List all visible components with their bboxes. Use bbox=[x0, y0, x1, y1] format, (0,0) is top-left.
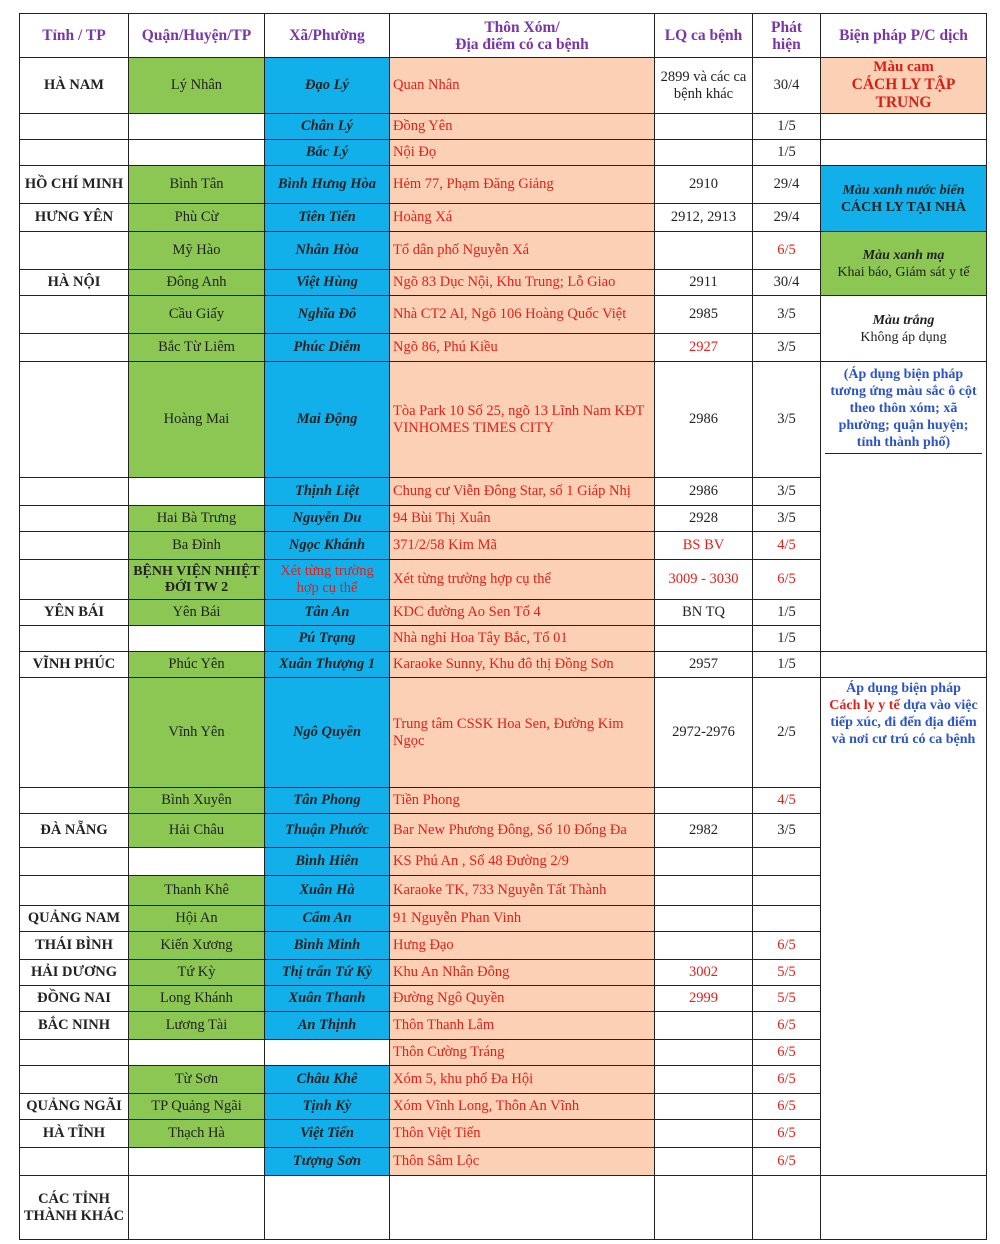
cell-lq bbox=[655, 1120, 753, 1148]
cell-phat-hien: 6/5 bbox=[753, 1094, 821, 1120]
legend-note-isolation-pre: Áp dụng biện pháp bbox=[846, 681, 961, 696]
cell-lq bbox=[655, 848, 753, 876]
cell-lq bbox=[655, 140, 753, 166]
cell-dia-diem: Trung tâm CSSK Hoa Sen, Đường Kim Ngọc bbox=[390, 678, 655, 788]
cell-phat-hien: 1/5 bbox=[753, 652, 821, 678]
cell-phat-hien bbox=[753, 848, 821, 876]
cell-quan: Mỹ Hào bbox=[129, 232, 265, 270]
legend-white bbox=[821, 296, 987, 362]
header-xa: Xã/Phường bbox=[265, 14, 390, 58]
cell-phat-hien: 6/5 bbox=[753, 1012, 821, 1040]
legend-green-desc: Khai báo, Giám sát y tế bbox=[837, 264, 970, 280]
cell-lq bbox=[655, 1148, 753, 1176]
cell-dia-diem: 371/2/58 Kim Mã bbox=[390, 532, 655, 560]
cell-tinh: HƯNG YÊN bbox=[20, 204, 129, 232]
cell-phat-hien: 6/5 bbox=[753, 560, 821, 600]
cell-quan: Đông Anh bbox=[129, 270, 265, 296]
cell-phat-hien: 6/5 bbox=[753, 932, 821, 960]
cell-xa: Việt Hùng bbox=[265, 270, 390, 296]
cell-lq: 2999 bbox=[655, 986, 753, 1012]
cell-quan: Hoàng Mai bbox=[129, 362, 265, 478]
cell-lq bbox=[655, 626, 753, 652]
header-lq: LQ ca bệnh bbox=[655, 14, 753, 58]
legend-green bbox=[821, 232, 987, 296]
cell-lq bbox=[655, 932, 753, 960]
cell-phat-hien: 1/5 bbox=[753, 114, 821, 140]
legend-empty-cell bbox=[821, 140, 987, 166]
table-row bbox=[20, 166, 987, 204]
cell-dia-diem: Ngõ 86, Phú Kiều bbox=[390, 334, 655, 362]
cell-phat-hien: 5/5 bbox=[753, 986, 821, 1012]
cell-tinh: YÊN BÁI bbox=[20, 600, 129, 626]
cell-xa: Ngô Quyền bbox=[265, 678, 390, 788]
cell-tinh bbox=[20, 1066, 129, 1094]
cell-tinh bbox=[20, 114, 129, 140]
legend-note-isolation bbox=[821, 678, 987, 1176]
cell-xa: Nghĩa Đô bbox=[265, 296, 390, 334]
cell-lq bbox=[655, 1176, 753, 1240]
cell-dia-diem: Nội Đọ bbox=[390, 140, 655, 166]
table-row bbox=[20, 652, 987, 678]
cell-quan: Ba Đình bbox=[129, 532, 265, 560]
cell-dia-diem: Khu An Nhân Đông bbox=[390, 960, 655, 986]
cell-lq: BN TQ bbox=[655, 600, 753, 626]
cell-xa: An Thịnh bbox=[265, 1012, 390, 1040]
cell-dia-diem: Xóm Vĩnh Long, Thôn An Vĩnh bbox=[390, 1094, 655, 1120]
cell-tinh bbox=[20, 560, 129, 600]
cell-lq bbox=[655, 906, 753, 932]
cell-xa: Nhân Hòa bbox=[265, 232, 390, 270]
cell-quan bbox=[129, 478, 265, 506]
cell-xa: Xuân Thanh bbox=[265, 986, 390, 1012]
cell-quan: Thạch Hà bbox=[129, 1120, 265, 1148]
cell-phat-hien: 1/5 bbox=[753, 600, 821, 626]
legend-empty-cell bbox=[821, 652, 987, 678]
cell-xa: Xét từng trường hợp cụ thể bbox=[265, 560, 390, 600]
cell-tinh bbox=[20, 296, 129, 334]
cell-phat-hien: 29/4 bbox=[753, 204, 821, 232]
header-phat-hien bbox=[753, 14, 821, 58]
cell-quan: Bắc Từ Liêm bbox=[129, 334, 265, 362]
cell-tinh bbox=[20, 1040, 129, 1066]
cell-quan bbox=[129, 1148, 265, 1176]
header-row bbox=[20, 14, 987, 58]
legend-blue-title: Màu xanh nước biển bbox=[842, 182, 965, 198]
cell-tinh: CÁC TỈNH THÀNH KHÁC bbox=[20, 1176, 129, 1240]
cell-lq: 2985 bbox=[655, 296, 753, 334]
cell-xa: Nguyễn Du bbox=[265, 506, 390, 532]
cell-tinh bbox=[20, 334, 129, 362]
cell-dia-diem: Hẻm 77, Phạm Đăng Giảng bbox=[390, 166, 655, 204]
legend-note-color-text: (Áp dụng biện pháp tương ứng màu sắc ô cột theo thôn xóm; xã phường; quận huyện; tỉnh thành phố) bbox=[825, 366, 982, 454]
cell-dia-diem bbox=[390, 1176, 655, 1240]
cell-quan: Cầu Giấy bbox=[129, 296, 265, 334]
cell-tinh bbox=[20, 678, 129, 788]
cell-quan: TP Quảng Ngãi bbox=[129, 1094, 265, 1120]
cell-tinh bbox=[20, 532, 129, 560]
cell-phat-hien: 6/5 bbox=[753, 1066, 821, 1094]
cell-dia-diem: Tiền Phong bbox=[390, 788, 655, 814]
cell-tinh bbox=[20, 1148, 129, 1176]
cell-tinh bbox=[20, 362, 129, 478]
cell-quan: Bình Xuyên bbox=[129, 788, 265, 814]
header-dia-diem bbox=[390, 14, 655, 58]
cell-xa: Ngọc Khánh bbox=[265, 532, 390, 560]
cell-quan: Thanh Khê bbox=[129, 876, 265, 906]
cell-quan: Vĩnh Yên bbox=[129, 678, 265, 788]
cell-xa: Thuận Phước bbox=[265, 814, 390, 848]
cell-phat-hien: 29/4 bbox=[753, 166, 821, 204]
cell-xa: Chân Lý bbox=[265, 114, 390, 140]
header-dia-diem-line1: Thôn Xóm/ bbox=[484, 18, 560, 36]
cell-xa: Thịnh Liệt bbox=[265, 478, 390, 506]
cell-lq: 2911 bbox=[655, 270, 753, 296]
cell-lq: 3009 - 3030 bbox=[655, 560, 753, 600]
cell-lq bbox=[655, 1012, 753, 1040]
cell-phat-hien: 3/5 bbox=[753, 814, 821, 848]
cell-tinh bbox=[20, 506, 129, 532]
cell-xa: Tân An bbox=[265, 600, 390, 626]
table-row bbox=[20, 678, 987, 788]
cell-xa: Phúc Diễm bbox=[265, 334, 390, 362]
cell-quan: Lương Tài bbox=[129, 1012, 265, 1040]
cell-quan: Từ Sơn bbox=[129, 1066, 265, 1094]
cell-phat-hien: 30/4 bbox=[753, 58, 821, 114]
cell-dia-diem: Nhà nghỉ Hoa Tây Bắc, Tổ 01 bbox=[390, 626, 655, 652]
cell-xa: Xuân Hà bbox=[265, 876, 390, 906]
cell-lq: 3002 bbox=[655, 960, 753, 986]
header-quan: Quận/Huyện/TP bbox=[129, 14, 265, 58]
header-dia-diem-line2: Địa điểm có ca bệnh bbox=[455, 35, 589, 53]
cell-lq: 2982 bbox=[655, 814, 753, 848]
header-bien-phap: Biện pháp P/C dịch bbox=[821, 14, 987, 58]
cell-lq bbox=[655, 788, 753, 814]
cell-tinh bbox=[20, 140, 129, 166]
cell-xa: Việt Tiến bbox=[265, 1120, 390, 1148]
cell-quan bbox=[129, 140, 265, 166]
cell-xa: Bình Minh bbox=[265, 932, 390, 960]
legend-orange-title: Màu cam bbox=[873, 59, 934, 75]
cell-lq: 2912, 2913 bbox=[655, 204, 753, 232]
cell-xa: Châu Khê bbox=[265, 1066, 390, 1094]
table-row bbox=[20, 1176, 987, 1240]
cell-xa: Xuân Thượng 1 bbox=[265, 652, 390, 678]
cell-quan bbox=[129, 1040, 265, 1066]
cell-dia-diem: Tổ dân phố Nguyễn Xá bbox=[390, 232, 655, 270]
cell-dia-diem: Chung cư Viễn Đông Star, số 1 Giáp Nhị bbox=[390, 478, 655, 506]
legend-note-isolation-post: dựa vào việc tiếp xúc, đi đến địa điểm và nơi cư trú có ca bệnh bbox=[830, 698, 978, 747]
cell-dia-diem: Hoàng Xá bbox=[390, 204, 655, 232]
cell-tinh: HÀ NAM bbox=[20, 58, 129, 114]
cell-tinh: VĨNH PHÚC bbox=[20, 652, 129, 678]
cell-lq: 2910 bbox=[655, 166, 753, 204]
cell-phat-hien: 5/5 bbox=[753, 960, 821, 986]
cell-xa: Mai Động bbox=[265, 362, 390, 478]
cell-tinh bbox=[20, 788, 129, 814]
cell-quan: Hải Châu bbox=[129, 814, 265, 848]
cell-phat-hien: 3/5 bbox=[753, 478, 821, 506]
cell-tinh: ĐÀ NẴNG bbox=[20, 814, 129, 848]
cell-dia-diem: Thôn Sâm Lộc bbox=[390, 1148, 655, 1176]
cell-dia-diem: Xét từng trường hợp cụ thể bbox=[390, 560, 655, 600]
cell-dia-diem: Đồng Yên bbox=[390, 114, 655, 140]
legend-empty-cell bbox=[821, 1176, 987, 1240]
legend-green-title: Màu xanh mạ bbox=[862, 247, 945, 263]
cell-dia-diem: Hưng Đạo bbox=[390, 932, 655, 960]
cell-tinh: QUẢNG NGÃI bbox=[20, 1094, 129, 1120]
cell-dia-diem: KDC đường Ao Sen Tổ 4 bbox=[390, 600, 655, 626]
cell-tinh: QUẢNG NAM bbox=[20, 906, 129, 932]
cell-phat-hien: 3/5 bbox=[753, 506, 821, 532]
table-row bbox=[20, 58, 987, 114]
cell-quan: Phúc Yên bbox=[129, 652, 265, 678]
cell-lq bbox=[655, 114, 753, 140]
cell-dia-diem: Quan Nhân bbox=[390, 58, 655, 114]
cell-phat-hien bbox=[753, 1176, 821, 1240]
cell-dia-diem: Nhà CT2 Al, Ngõ 106 Hoàng Quốc Việt bbox=[390, 296, 655, 334]
cell-lq: BS BV bbox=[655, 532, 753, 560]
cell-xa: Bắc Lý bbox=[265, 140, 390, 166]
cell-xa: Pú Trạng bbox=[265, 626, 390, 652]
cell-dia-diem: Thôn Thanh Lâm bbox=[390, 1012, 655, 1040]
cell-lq bbox=[655, 232, 753, 270]
cell-tinh bbox=[20, 876, 129, 906]
cell-tinh: THÁI BÌNH bbox=[20, 932, 129, 960]
cell-quan: Bình Tân bbox=[129, 166, 265, 204]
cell-xa: Tiên Tiến bbox=[265, 204, 390, 232]
cell-lq bbox=[655, 1040, 753, 1066]
cell-dia-diem: Karaoke TK, 733 Nguyễn Tất Thành bbox=[390, 876, 655, 906]
cell-tinh bbox=[20, 478, 129, 506]
cell-phat-hien: 6/5 bbox=[753, 1120, 821, 1148]
cell-xa: Thị trấn Tứ Kỳ bbox=[265, 960, 390, 986]
cell-tinh bbox=[20, 848, 129, 876]
cell-lq: 2986 bbox=[655, 478, 753, 506]
legend-empty-cell bbox=[821, 114, 987, 140]
cell-lq: 2927 bbox=[655, 334, 753, 362]
cell-phat-hien: 3/5 bbox=[753, 334, 821, 362]
cell-lq bbox=[655, 876, 753, 906]
cell-quan bbox=[129, 626, 265, 652]
cell-xa bbox=[265, 1176, 390, 1240]
cell-quan: Hội An bbox=[129, 906, 265, 932]
legend-blue bbox=[821, 166, 987, 232]
header-phat-hien-line1: Phát bbox=[771, 18, 802, 36]
cell-phat-hien: 6/5 bbox=[753, 1148, 821, 1176]
cell-quan: Yên Bái bbox=[129, 600, 265, 626]
cell-phat-hien: 4/5 bbox=[753, 788, 821, 814]
cell-dia-diem: Đường Ngô Quyền bbox=[390, 986, 655, 1012]
cell-lq: 2972-2976 bbox=[655, 678, 753, 788]
cell-quan: Phù Cừ bbox=[129, 204, 265, 232]
cell-quan: Long Khánh bbox=[129, 986, 265, 1012]
legend-white-desc: Không áp dụng bbox=[860, 329, 947, 345]
table-row bbox=[20, 362, 987, 478]
cell-lq: 2957 bbox=[655, 652, 753, 678]
cell-xa bbox=[265, 1040, 390, 1066]
cell-phat-hien bbox=[753, 876, 821, 906]
legend-note-color bbox=[821, 362, 987, 652]
outbreak-table bbox=[19, 13, 987, 1240]
cell-quan bbox=[129, 1176, 265, 1240]
cell-dia-diem: 91 Nguyễn Phan Vinh bbox=[390, 906, 655, 932]
table-row bbox=[20, 140, 987, 166]
cell-quan: Lý Nhân bbox=[129, 58, 265, 114]
header-phat-hien-line2: hiện bbox=[772, 35, 801, 53]
cell-quan: Tứ Kỳ bbox=[129, 960, 265, 986]
cell-quan: Hai Bà Trưng bbox=[129, 506, 265, 532]
cell-phat-hien: 1/5 bbox=[753, 140, 821, 166]
cell-xa: Tân Phong bbox=[265, 788, 390, 814]
cell-phat-hien: 4/5 bbox=[753, 532, 821, 560]
cell-quan bbox=[129, 114, 265, 140]
legend-white-title: Màu trắng bbox=[872, 312, 935, 328]
cell-xa: Đạo Lý bbox=[265, 58, 390, 114]
legend-orange-desc: CÁCH LY TẬP TRUNG bbox=[851, 76, 956, 111]
legend-note-isolation-highlight: Cách ly y tế bbox=[829, 698, 900, 713]
cell-tinh: HỒ CHÍ MINH bbox=[20, 166, 129, 204]
cell-phat-hien: 3/5 bbox=[753, 296, 821, 334]
cell-dia-diem: 94 Bùi Thị Xuân bbox=[390, 506, 655, 532]
cell-phat-hien: 2/5 bbox=[753, 678, 821, 788]
cell-phat-hien: 6/5 bbox=[753, 232, 821, 270]
cell-phat-hien: 6/5 bbox=[753, 1040, 821, 1066]
cell-tinh: HÀ NỘI bbox=[20, 270, 129, 296]
cell-dia-diem: Tòa Park 10 Số 25, ngõ 13 Lĩnh Nam KĐT VINHOMES TIMES CITY bbox=[390, 362, 655, 478]
cell-dia-diem: Ngõ 83 Dục Nội, Khu Trung; Lỗ Giao bbox=[390, 270, 655, 296]
legend-blue-desc: CÁCH LY TẠI NHÀ bbox=[840, 199, 967, 215]
cell-xa: Bình Hiên bbox=[265, 848, 390, 876]
cell-tinh bbox=[20, 232, 129, 270]
cell-lq: 2928 bbox=[655, 506, 753, 532]
header-tinh: Tỉnh / TP bbox=[20, 14, 129, 58]
cell-dia-diem: Bar New Phương Đông, Số 10 Đống Đa bbox=[390, 814, 655, 848]
cell-dia-diem: Karaoke Sunny, Khu đô thị Đồng Sơn bbox=[390, 652, 655, 678]
cell-phat-hien bbox=[753, 906, 821, 932]
cell-xa: Bình Hưng Hòa bbox=[265, 166, 390, 204]
cell-tinh: ĐỒNG NAI bbox=[20, 986, 129, 1012]
cell-lq: 2986 bbox=[655, 362, 753, 478]
cell-phat-hien: 30/4 bbox=[753, 270, 821, 296]
cell-quan: Kiến Xương bbox=[129, 932, 265, 960]
cell-phat-hien: 1/5 bbox=[753, 626, 821, 652]
table-row bbox=[20, 114, 987, 140]
cell-tinh: HẢI DƯƠNG bbox=[20, 960, 129, 986]
cell-quan: BỆNH VIỆN NHIỆT ĐỚI TW 2 bbox=[129, 560, 265, 600]
cell-lq bbox=[655, 1066, 753, 1094]
cell-xa: Tượng Sơn bbox=[265, 1148, 390, 1176]
cell-dia-diem: Xóm 5, khu phố Đa Hội bbox=[390, 1066, 655, 1094]
cell-tinh bbox=[20, 626, 129, 652]
cell-tinh: BẮC NINH bbox=[20, 1012, 129, 1040]
cell-xa: Tịnh Kỳ bbox=[265, 1094, 390, 1120]
cell-xa: Cẩm An bbox=[265, 906, 390, 932]
cell-quan bbox=[129, 848, 265, 876]
cell-tinh: HÀ TĨNH bbox=[20, 1120, 129, 1148]
cell-phat-hien: 3/5 bbox=[753, 362, 821, 478]
cell-dia-diem: Thôn Việt Tiến bbox=[390, 1120, 655, 1148]
table-row bbox=[20, 232, 987, 270]
cell-dia-diem: KS Phú An , Số 48 Đường 2/9 bbox=[390, 848, 655, 876]
legend-orange bbox=[821, 58, 987, 114]
table-row bbox=[20, 296, 987, 334]
cell-dia-diem: Thôn Cường Tráng bbox=[390, 1040, 655, 1066]
cell-lq bbox=[655, 1094, 753, 1120]
cell-lq: 2899 và các ca bệnh khác bbox=[655, 58, 753, 114]
